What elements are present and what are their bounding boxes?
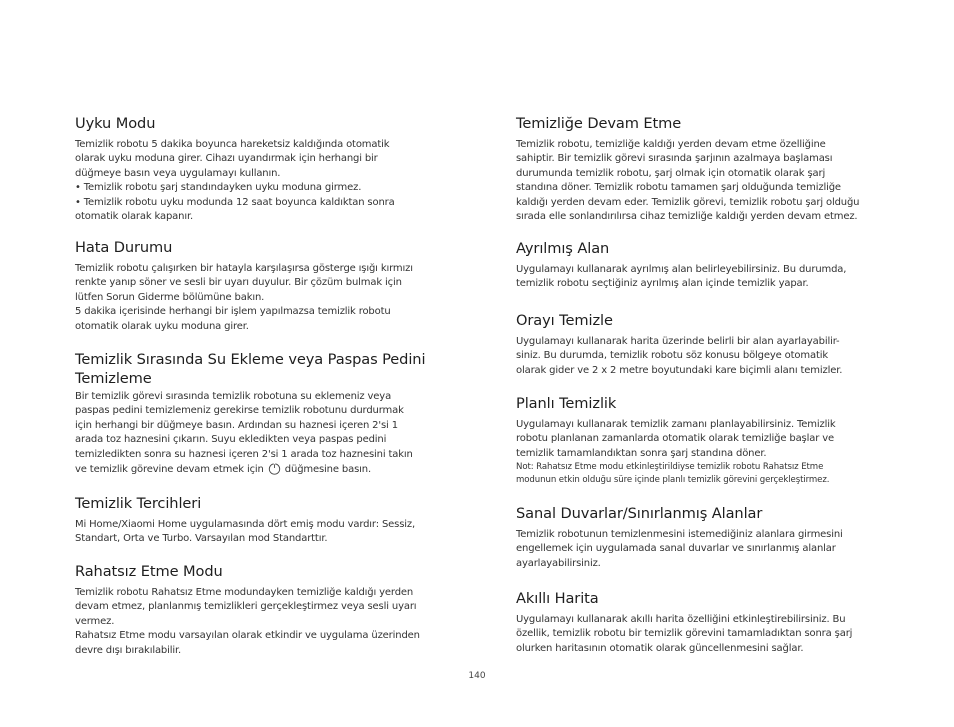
note-line: Not: Rahatsız Etme modu etkinleştirildiyse temizlik robotu Rahatsız Etme: [516, 462, 824, 473]
section-text: [75, 262, 443, 334]
heading-line: Temizleme: [75, 370, 152, 387]
text-line: olurken haritasının otomatik olarak güncellenmesini sağlar.: [516, 642, 804, 654]
text-line: düğmesine basın.: [281, 464, 371, 476]
text-line: için herhangi bir düğmeye basın. Ardından su haznesi içeren 2'si 1: [75, 419, 398, 431]
bullet-line: • Temizlik robotu şarj standındayken uyku moduna girmez.: [75, 182, 362, 194]
text-line: ayarlayabilirsiniz.: [516, 557, 601, 569]
text-line: standına döner. Temizlik robotu tamamen şarj olduğunda temizliğe: [516, 182, 841, 194]
section-text: [75, 586, 443, 658]
section-scheduled-cleaning: [516, 394, 884, 486]
section-virtual-walls: [516, 504, 884, 571]
section-cleaning-preferences: [75, 494, 443, 547]
text-line: düğmeye basın veya uygulamayı kullanın.: [75, 167, 281, 179]
section-sleep-mode: [75, 114, 443, 224]
text-line: sahiptir. Bir temizlik görevi sırasında şarjının azalmaya başlaması: [516, 153, 833, 165]
section-note: [516, 461, 884, 486]
section-heading: Rahatsız Etme Modu: [75, 563, 223, 580]
section-dnd-mode: [75, 562, 443, 658]
text-line: Mi Home/Xiaomi Home uygulamasında dört emiş modu vardır: Sessiz,: [75, 519, 416, 530]
section-text: [75, 518, 443, 547]
section-spot-clean: [516, 311, 884, 378]
text-line: Temizlik robotu 5 dakika boyunca hareketsiz kaldığında otomatik: [75, 139, 390, 150]
text-line: Rahatsız Etme modu varsayılan olarak etkindir ve uygulama üzerinden: [75, 630, 420, 642]
text-line: devre dışı bırakılabilir.: [75, 644, 182, 656]
section-heading: [75, 350, 443, 388]
text-line: olarak gider ve 2 x 2 metre boyutundaki kare biçimli alanı temizler.: [516, 364, 843, 376]
text-line: Temizlik robotu çalışırken bir hatayla karşılaşırsa gösterge ışığı kırmızı: [75, 263, 413, 274]
text-line: Temizlik robotu, temizliğe kaldığı yerden devam etme özelliğine: [516, 139, 826, 150]
section-text: [516, 138, 884, 224]
text-line: engellemek için uygulamada sanal duvarlar ve sınırlanmış alanlar: [516, 543, 836, 555]
section-heading: Temizlik Tercihleri: [75, 495, 202, 512]
section-heading: Planlı Temizlik: [516, 395, 617, 412]
text-line: robotu planlanan zamanlarda otomatik olarak temizliğe başlar ve: [516, 433, 834, 445]
section-text: [516, 335, 884, 378]
heading-line: Temizlik Sırasında Su Ekleme veya Paspas Pedini: [75, 351, 426, 368]
text-line: özellik, temizlik robotu bir temizlik görevini tamamladıktan sonra şarj: [516, 628, 853, 640]
text-line: lütfen Sorun Giderme bölümüne bakın.: [75, 291, 265, 303]
page-number: 140: [468, 671, 486, 681]
text-line: Uygulamayı kullanarak harita üzerinde belirli bir alan ayarlayabilir-: [516, 336, 840, 347]
text-line: Bir temizlik görevi sırasında temizlik robotuna su eklemeniz veya: [75, 391, 392, 402]
text-line: 5 dakika içerisinde herhangi bir işlem yapılmazsa temizlik robotu: [75, 306, 391, 318]
section-resume-cleaning: [516, 114, 884, 224]
power-button-icon: [268, 462, 281, 475]
text-line: temizlik tamamlandıktan sonra şarj standına döner.: [516, 447, 767, 459]
text-line: otomatik olarak uyku moduna girer.: [75, 320, 249, 332]
section-heading: Uyku Modu: [75, 115, 156, 132]
text-line: Temizlik robotunun temizlenmesini istemediğiniz alanlara girmesini: [516, 529, 843, 540]
section-text: [75, 138, 443, 224]
text-line: temizlik robotu seçtiğiniz ayrılmış alan içinde temizlik yapar.: [516, 278, 809, 290]
text-line: Uygulamayı kullanarak akıllı harita özelliğini etkinleştirebilirsiniz. Bu: [516, 614, 846, 625]
section-error-status: [75, 238, 443, 334]
bullet-line: • Temizlik robotu uyku modunda 12 saat boyunca kaldıktan sonra: [75, 196, 395, 208]
text-line: paspas pedini temizlemeniz gerekirse temizlik robotunu durdurmak: [75, 405, 404, 417]
section-text: [516, 613, 884, 656]
text-line: ve temizlik görevine devam etmek için: [75, 464, 267, 476]
text-line: Uygulamayı kullanarak temizlik zamanı planlayabilirsiniz. Temizlik: [516, 419, 836, 430]
section-smart-map: [516, 589, 884, 656]
text-line: devam etmez, planlanmış temizlikleri gerçekleştirmez veya sesli uyarı: [75, 601, 417, 613]
section-heading: Temizliğe Devam Etme: [516, 115, 682, 132]
text-line: renkte yanıp söner ve sesli bir uyarı duyulur. Bir çözüm bulmak için: [75, 277, 402, 289]
text-line: durumunda temizlik robotu, şarj olmak için otomatik olarak şarj: [516, 167, 826, 179]
section-text: [516, 263, 884, 292]
text-line: kaldığı yerden devam eder. Temizlik görevi, temizlik robotu şarj olduğu: [516, 196, 860, 208]
text-line: Standart, Orta ve Turbo. Varsayılan mod Standarttır.: [75, 533, 328, 545]
text-line: sırada elle sonlandırılırsa cihaz temizliğe kaldığı yerden devam etmez.: [516, 211, 858, 223]
section-heading: Akıllı Harita: [516, 590, 599, 607]
text-line: otomatik olarak kapanır.: [75, 211, 194, 223]
section-text: [516, 418, 884, 461]
section-text: [516, 528, 884, 571]
text-line: arada toz haznesini çıkarın. Suyu ekledikten veya paspas pedini: [75, 434, 387, 446]
section-heading: Hata Durumu: [75, 239, 173, 256]
text-line: olarak uyku moduna girer. Cihazı uyandırmak için herhangi bir: [75, 153, 378, 165]
text-line: vermez.: [75, 615, 115, 627]
text-line: Uygulamayı kullanarak ayrılmış alan belirleyebilirsiniz. Bu durumda,: [516, 264, 847, 275]
text-line: temizledikten sonra su haznesi içeren 2'si 1 arada toz haznesini takın: [75, 448, 413, 460]
section-heading: Ayrılmış Alan: [516, 240, 610, 257]
section-heading: Orayı Temizle: [516, 312, 613, 329]
section-heading: Sanal Duvarlar/Sınırlanmış Alanlar: [516, 505, 763, 522]
text-line: Temizlik robotu Rahatsız Etme modundayken temizliğe kaldığı yerden: [75, 587, 414, 598]
section-add-water: [75, 350, 443, 477]
section-text: [75, 390, 443, 477]
note-line: modunun etkin olduğu süre içinde planlı temizlik görevini gerçekleştirmez.: [516, 474, 830, 485]
section-separate-area: [516, 239, 884, 292]
text-line: siniz. Bu durumda, temizlik robotu söz konusu bölgeye otomatik: [516, 350, 828, 362]
